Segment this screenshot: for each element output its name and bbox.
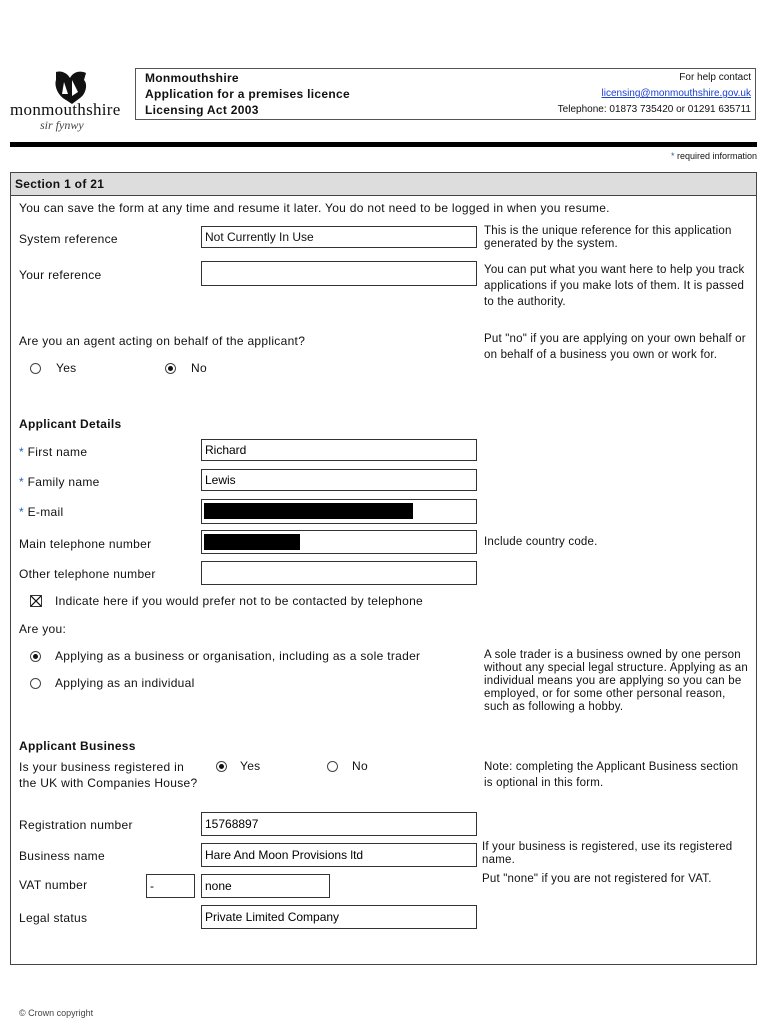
required-marker: * <box>19 445 24 459</box>
first-name-input[interactable] <box>201 439 477 461</box>
form-title: Application for a premises licence <box>145 87 350 101</box>
applicant-details-heading: Applicant Details <box>19 417 122 431</box>
registered-yes-label: Yes <box>240 759 261 773</box>
registered-no-label: No <box>352 759 368 773</box>
agent-help: Put "no" if you are applying on your own behalf or on behalf of a business you own or work for. <box>484 333 746 361</box>
system-reference-field: Not Currently In Use <box>201 226 477 248</box>
council-logo <box>10 68 130 134</box>
header-rule <box>10 142 757 147</box>
required-marker: * <box>19 505 24 519</box>
email-label <box>19 505 63 519</box>
are-you-label: Are you: <box>19 622 67 636</box>
your-reference-label: Your reference <box>19 268 102 282</box>
main-phone-help: Include country code. <box>484 536 598 548</box>
your-reference-input[interactable] <box>201 261 477 286</box>
first-name-label <box>19 445 87 459</box>
section-title: Section 1 of 21 <box>15 177 105 191</box>
family-name-input[interactable] <box>201 469 477 491</box>
family-name-label <box>19 475 100 489</box>
logo-subtext: sir fynwy <box>40 118 84 132</box>
other-phone-label: Other telephone number <box>19 567 156 581</box>
main-phone-redaction <box>204 534 300 550</box>
individual-radio-label: Applying as an individual <box>55 676 195 690</box>
logo-text: monmouthshire <box>10 100 121 119</box>
agent-yes-radio[interactable] <box>30 363 41 374</box>
are-you-help: A sole trader is a business owned by one person without any special legal structure. Applying as an individual means you are applying so you can be employed, or for some other personal reason, such as following a hobby. <box>484 649 748 713</box>
main-phone-label: Main telephone number <box>19 537 152 551</box>
email-field[interactable] <box>201 499 477 524</box>
individual-radio[interactable] <box>30 678 41 689</box>
required-note-text: required information <box>674 151 757 161</box>
business-name-help: If your business is registered, use its registered name. <box>482 841 733 866</box>
registration-label: Registration number <box>19 818 133 832</box>
main-phone-field[interactable] <box>201 530 477 554</box>
family-name-label-text: Family name <box>27 475 100 489</box>
agent-no-label: No <box>191 361 207 375</box>
required-marker: * <box>19 475 24 489</box>
first-name-label-text: First name <box>27 445 88 459</box>
registered-yes-radio[interactable] <box>216 761 227 772</box>
header-box <box>135 68 756 120</box>
business-radio[interactable] <box>30 651 41 662</box>
business-radio-label: Applying as a business or organisation, including as a sole trader <box>55 649 421 663</box>
system-reference-help: This is the unique reference for this application generated by the system. <box>484 225 732 250</box>
help-label: For help contact <box>679 72 751 83</box>
vat-label: VAT number <box>19 878 88 892</box>
business-name-input[interactable] <box>201 843 477 867</box>
registered-no-radio[interactable] <box>327 761 338 772</box>
system-reference-label: System reference <box>19 232 118 246</box>
no-contact-label: Indicate here if you would prefer not to be contacted by telephone <box>55 594 424 608</box>
save-note: You can save the form at any time and resume it later. You do not need to be logged in when you resume. <box>19 201 610 215</box>
registered-question: Is your business registered in the UK with Companies House? <box>19 760 198 790</box>
crown-copyright: © Crown copyright <box>19 1008 94 1018</box>
registration-input[interactable] <box>201 812 477 836</box>
applicant-business-heading: Applicant Business <box>19 739 136 753</box>
checkbox-cross-icon <box>31 596 41 606</box>
legal-status-label: Legal status <box>19 911 88 925</box>
help-phone: Telephone: 01873 735420 or 01291 635711 <box>557 104 751 115</box>
agent-question: Are you an agent acting on behalf of the applicant? <box>19 334 306 348</box>
other-phone-input[interactable] <box>201 561 477 585</box>
email-label-text: E-mail <box>27 505 64 519</box>
agent-no-radio[interactable] <box>165 363 176 374</box>
email-redaction <box>204 503 413 519</box>
no-contact-checkbox[interactable] <box>30 595 42 607</box>
legal-status-input[interactable] <box>201 905 477 929</box>
vat-number-input[interactable] <box>201 874 330 898</box>
vat-prefix-input[interactable] <box>146 874 195 898</box>
required-note <box>671 151 757 161</box>
section-header <box>11 173 756 196</box>
your-reference-help: You can put what you want here to help you track applications if you make lots of them. It is passed to the authority. <box>484 264 745 308</box>
vat-help: Put "none" if you are not registered for VAT. <box>482 873 712 885</box>
org-name: Monmouthshire <box>145 71 239 85</box>
business-note: Note: completing the Applicant Business section is optional in this form. <box>484 761 739 789</box>
act-name: Licensing Act 2003 <box>145 103 259 117</box>
required-star: * <box>670 151 675 161</box>
agent-yes-label: Yes <box>56 361 77 375</box>
help-email-link[interactable]: licensing@monmouthshire.gov.uk <box>601 88 751 99</box>
business-name-label: Business name <box>19 849 105 863</box>
